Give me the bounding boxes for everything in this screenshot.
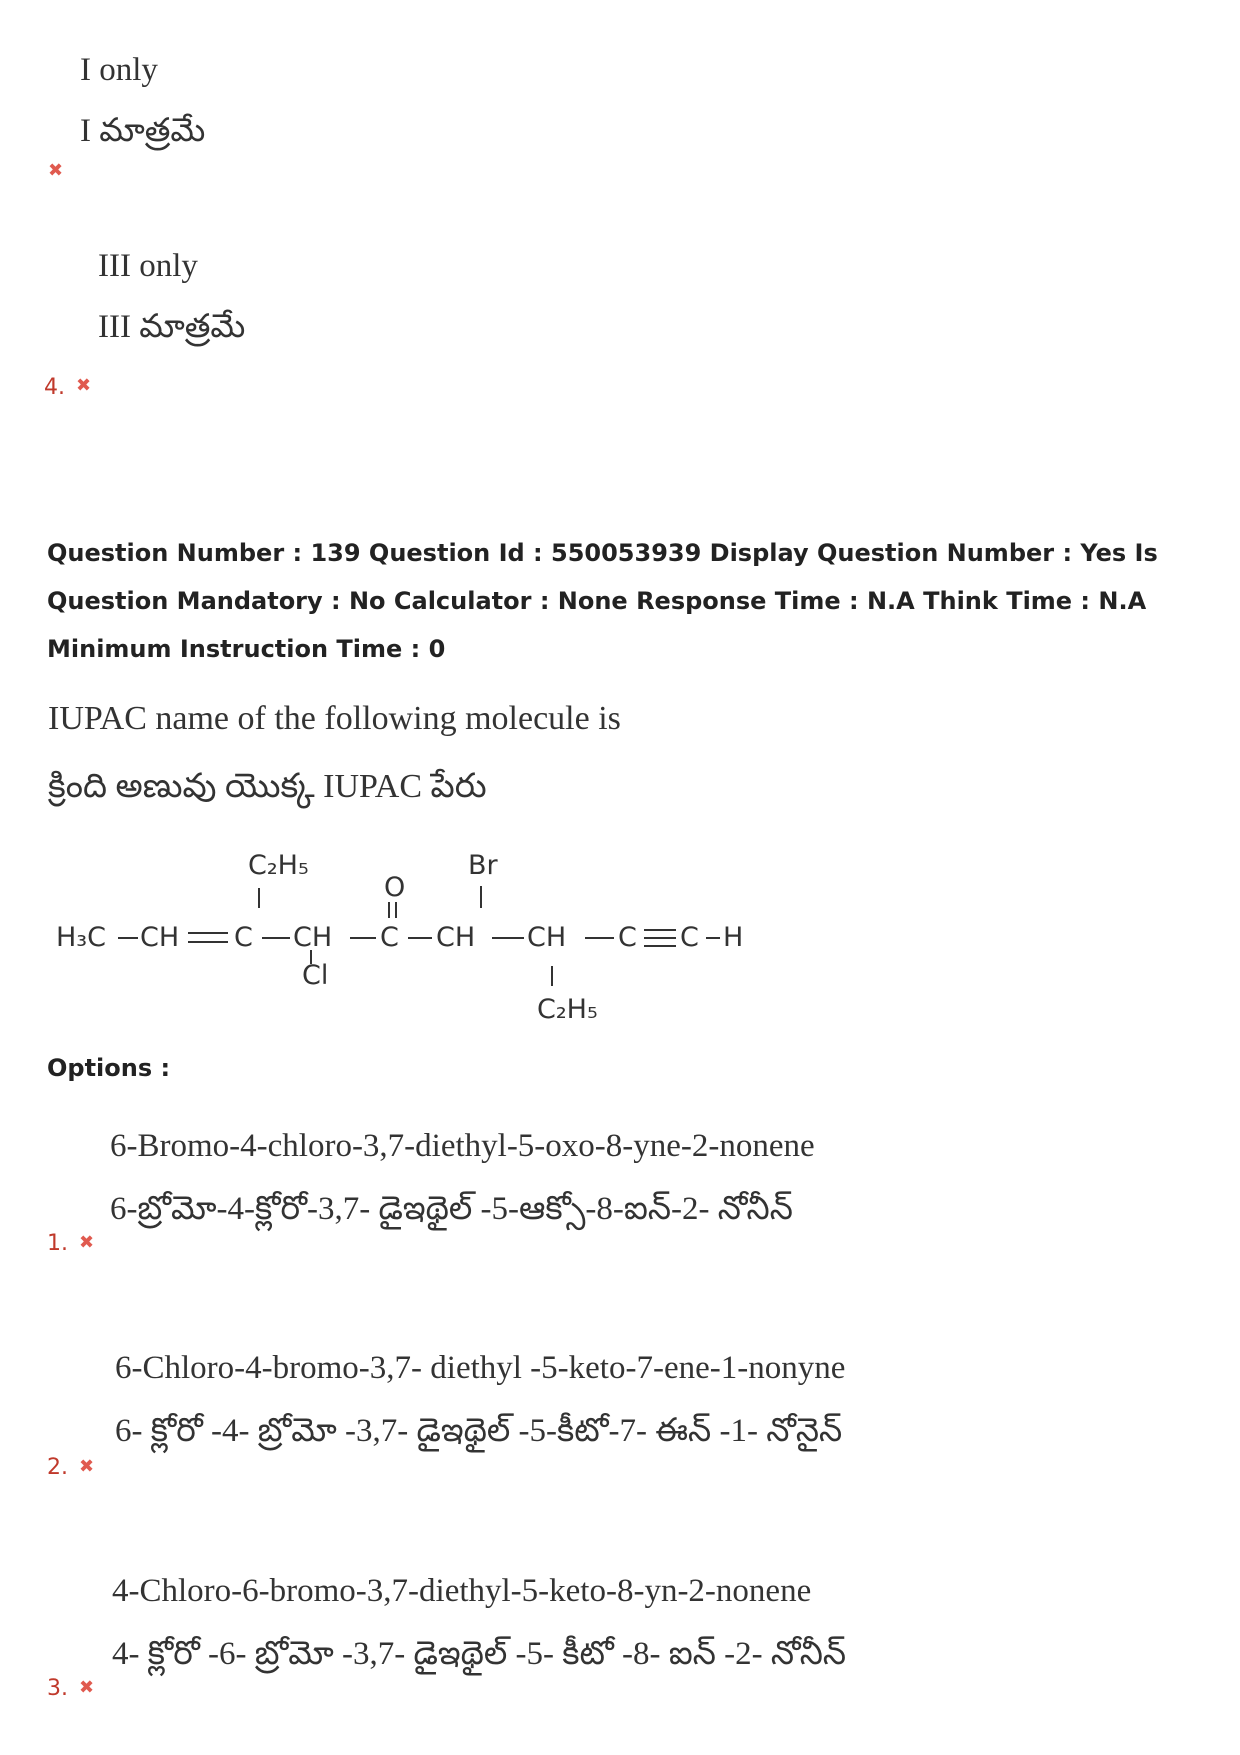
question-text-te: క్రింది అణువు యొక్క IUPAC పేరు bbox=[48, 768, 487, 805]
wrong-mark-icon: ✖ bbox=[48, 160, 64, 181]
atom-h: H bbox=[723, 922, 744, 953]
wrong-mark-icon: ✖ bbox=[79, 1232, 95, 1253]
atom-ch: CH bbox=[527, 922, 567, 953]
atom-h3c: H₃C bbox=[56, 922, 106, 953]
question-text-en: IUPAC name of the following molecule is bbox=[48, 700, 621, 737]
substituent-bromo: Br bbox=[468, 850, 498, 881]
atom-ch: CH bbox=[140, 922, 180, 953]
options-label: Options : bbox=[47, 1054, 171, 1082]
prev-option-en: I only bbox=[80, 52, 158, 88]
atom-c: C bbox=[234, 922, 253, 953]
atom-c: C bbox=[618, 922, 637, 953]
substituent-ethyl-top: C₂H₅ bbox=[248, 850, 309, 881]
substituent-chloro: Cl bbox=[302, 960, 329, 991]
molecule-structure bbox=[40, 840, 780, 1040]
prev-option-te: III మాత్రమే bbox=[98, 309, 246, 345]
substituent-oxo: O bbox=[384, 872, 406, 903]
atom-c: C bbox=[380, 922, 399, 953]
option-number: 1. bbox=[47, 1231, 68, 1256]
option-1-en: 6-Bromo-4-chloro-3,7-diethyl-5-oxo-8-yne-2-nonene bbox=[110, 1128, 815, 1164]
wrong-mark-icon: ✖ bbox=[79, 1677, 95, 1698]
atom-ch: CH bbox=[436, 922, 476, 953]
atom-ch: CH bbox=[293, 922, 333, 953]
substituent-ethyl-bottom: C₂H₅ bbox=[537, 994, 598, 1025]
option-number: 3. bbox=[47, 1676, 68, 1701]
prev-option-te: I మాత్రమే bbox=[80, 113, 206, 149]
question-meta: Question Number : 139 Question Id : 550053939 Display Question Number : Yes Is Question Mandatory : No Calculator : None Response Time : N.A Think Time : N.A Minimum Instruction Time : 0 bbox=[47, 539, 1158, 663]
option-number: 4. bbox=[44, 375, 65, 400]
atom-c: C bbox=[680, 922, 699, 953]
option-3-te: 4- క్లోరో -6- బ్రోమో -3,7- డైఇథైల్ -5- కీటో -8- ఐన్ -2- నోనీన్ bbox=[112, 1636, 847, 1672]
option-2-te: 6- క్లోరో -4- బ్రోమో -3,7- డైఇథైల్ -5-కీటో-7- ఈన్ -1- నోనైన్ bbox=[115, 1413, 843, 1449]
option-3-en: 4-Chloro-6-bromo-3,7-diethyl-5-keto-8-yn-2-nonene bbox=[112, 1573, 812, 1609]
option-2-en: 6-Chloro-4-bromo-3,7- diethyl -5-keto-7-ene-1-nonyne bbox=[115, 1350, 846, 1386]
wrong-mark-icon: ✖ bbox=[79, 1456, 95, 1477]
option-number: 2. bbox=[47, 1455, 68, 1480]
option-1-te: 6-బ్రోమో-4-క్లోరో-3,7- డైఇథైల్ -5-ఆక్సో-8-ఐన్-2- నోనీన్ bbox=[110, 1191, 793, 1227]
prev-option-en: III only bbox=[98, 248, 198, 284]
wrong-mark-icon: ✖ bbox=[76, 375, 92, 396]
